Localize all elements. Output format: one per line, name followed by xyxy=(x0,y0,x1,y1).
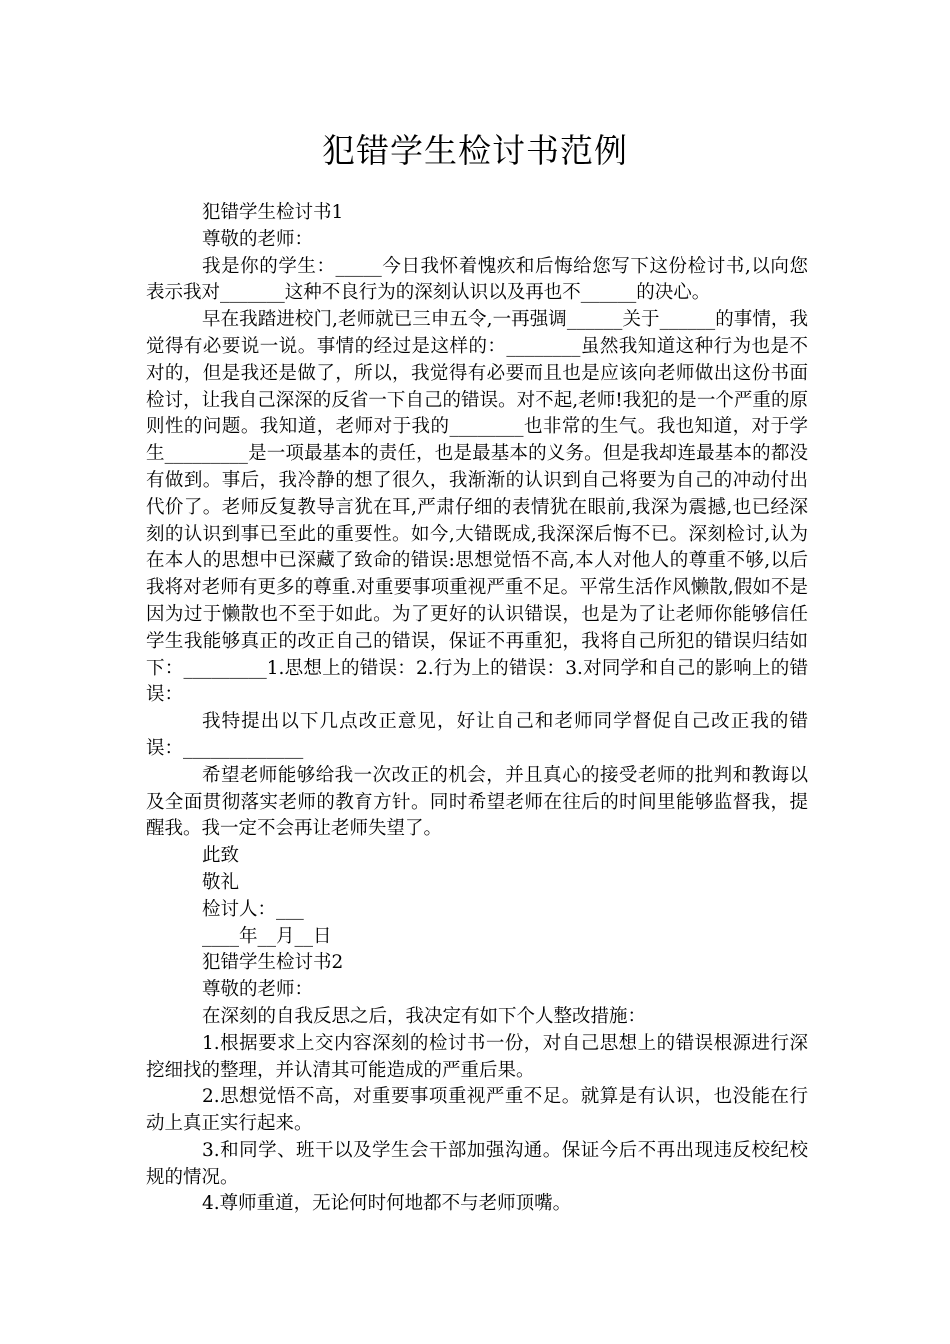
list-item: 2.思想觉悟不高，对重要事项重视严重不足。就算是有认识，也没能在行动上真正实行起来。 xyxy=(146,1086,808,1135)
paragraph: 在深刻的自我反思之后，我决定有如下个人整改措施： xyxy=(202,1005,647,1027)
salutation: 尊敬的老师： xyxy=(202,228,314,250)
salutation: 尊敬的老师： xyxy=(202,979,314,1001)
section-heading-1: 犯错学生检讨书1 xyxy=(202,202,344,223)
document-body xyxy=(146,200,808,1218)
section-heading-2: 犯错学生检讨书2 xyxy=(202,952,344,974)
closing-line: 敬礼 xyxy=(202,871,240,893)
paragraph: 我是你的学生：_____今日我怀着愧疚和后悔给您写下这份检讨书,以向您表示我对_______这种不良行为的深刻认识以及再也不______的决心。 xyxy=(146,255,808,304)
list-item: 4.尊师重道，无论何时何地都不与老师顶嘴。 xyxy=(202,1193,572,1215)
paragraph: 希望老师能够给我一次改正的机会，并且真心的接受老师的批判和教诲以及全面贯彻落实老师的教育方针。同时希望老师在往后的时间里能够监督我，提醒我。我一定不会再让老师失望了。 xyxy=(146,764,808,840)
paragraph: 早在我踏进校门,老师就已三申五令,一再强调______关于______的事情，我觉得有必要说一说。事情的经过是这样的：________虽然我知道这种行为也是不对的，但是我还是做了，所以，我觉得有必要而且也是应该向老师做出这份书面检讨，让我自己深深的反省一下自己的错误。对不起,老师!我犯的是一个严重的原则性的问题。我知道，老师对于我的________也非常的生气。我也知道，对于学生_________是一项最基本的责任，也是最基本的义务。但是我却连最基本的都没有做到。事后，我冷静的想了很久，我渐渐的认识到自己将要为自己的冲动付出代价了。老师反复教导言犹在耳,严肃仔细的表情犹在眼前,我深为震撼,也已经深刻的认识到事已至此的重要性。如今,大错既成,我深深后悔不已。深刻检讨,认为在本人的思想中已深藏了致命的错误:思想觉悟不高,本人对他人的尊重不够,以后我将对老师有更多的尊重.对重要事项重视严重不足。平常生活作风懒散,假如不是因为过于懒散也不至于如此。为了更好的认识错误，也是为了让老师你能够信任学生我能够真正的改正自己的错误，保证不再重犯，我将自己所犯的错误归结如下：_________1.思想上的错误：2.行为上的错误：3.对同学和自己的影响上的错误： xyxy=(146,309,808,706)
list-item: 1.根据要求上交内容深刻的检讨书一份，对自己思想上的错误根源进行深挖细找的整理，并认清其可能造成的严重后果。 xyxy=(146,1032,808,1081)
closing-line: 此致 xyxy=(202,845,240,867)
paragraph: 我特提出以下几点改正意见，好让自己和老师同学督促自己改正我的错误：_____________ xyxy=(146,711,808,759)
date-line: ____年__月__日 xyxy=(202,925,332,947)
signature-line: 检讨人：___ xyxy=(202,898,304,920)
document-title: 犯错学生检讨书范例 xyxy=(322,131,628,170)
list-item: 3.和同学、班干以及学生会干部加强沟通。保证今后不再出现违反校纪校规的情况。 xyxy=(146,1139,808,1188)
